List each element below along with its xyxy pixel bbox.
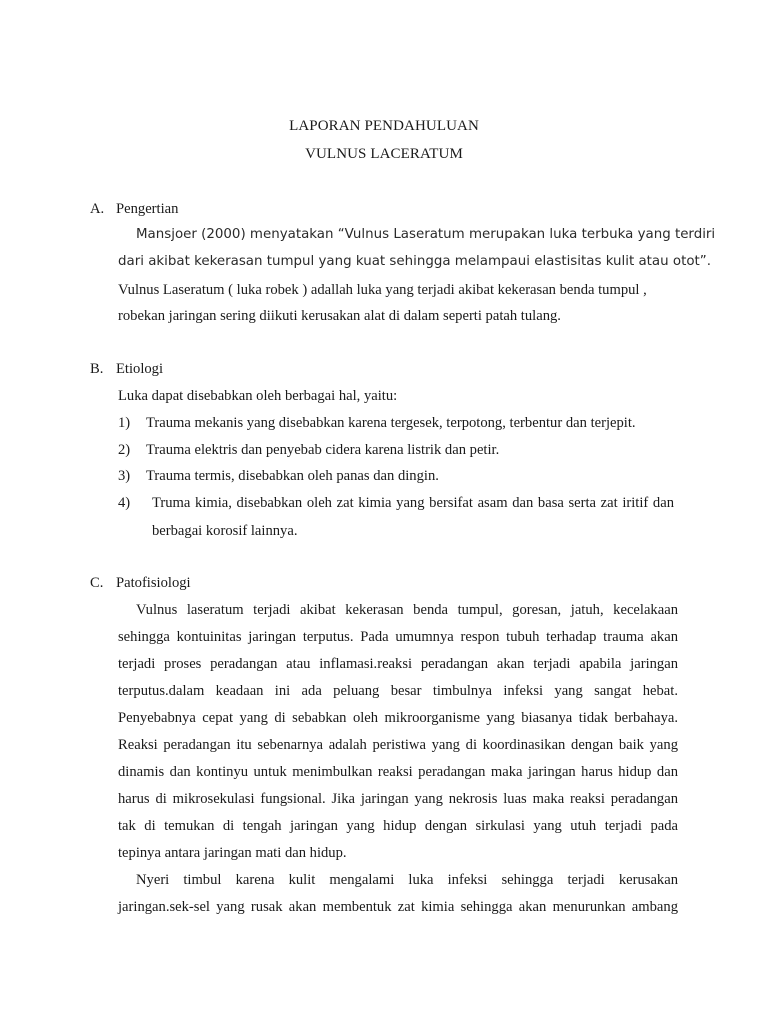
paragraph-line: Mansjoer (2000) menyatakan “Vulnus Laseratum merupakan luka terbuka yang terdiri (136, 227, 716, 242)
paragraph-line: sehingga kontuinitas jaringan terputus. Pada umumnya respon tubuh terhadap trauma akan (118, 629, 678, 645)
paragraph-line: dari akibat kekerasan tumpul yang kuat sehingga melampaui elastisitas kulit atau otot”. (118, 254, 711, 269)
section-c-letter: C. (90, 575, 104, 591)
list-item-text: Trauma mekanis yang disebabkan karena tergesek, terpotong, terbentur dan terjepit. (146, 415, 636, 431)
list-item-text: Trauma termis, disebabkan oleh panas dan dingin. (146, 468, 439, 484)
list-item-continuation: berbagai korosif lainnya. (152, 523, 298, 539)
section-a-title: Pengertian (116, 201, 179, 217)
list-item-number: 1) (118, 415, 131, 431)
paragraph-line: harus di mikrosekulasi fungsional. Jika jaringan yang nekrosis luas maka reaksi peradangan (118, 791, 678, 807)
paragraph-line: Vulnus laseratum terjadi akibat kekerasan benda tumpul, goresan, jatuh, kecelakaan (136, 602, 678, 618)
paragraph-line: tak di temukan di tengah jaringan yang hidup dengan sirkulasi yang utuh terjadi pada (118, 818, 678, 834)
list-item-number: 4) (118, 495, 131, 511)
section-b-letter: B. (90, 361, 104, 377)
list-item-number: 2) (118, 442, 131, 458)
list-item-text: Truma kimia, disebabkan oleh zat kimia yang bersifat asam dan basa serta zat iritif dan (152, 495, 674, 511)
section-b-intro: Luka dapat disebabkan oleh berbagai hal, yaitu: (118, 388, 398, 404)
paragraph-line: robekan jaringan sering diikuti kerusakan alat di dalam seperti patah tulang. (118, 308, 561, 324)
paragraph-line: Reaksi peradangan itu sebenarnya adalah peristiwa yang di koordinasikan dengan baik yang (118, 737, 678, 753)
list-item (118, 442, 499, 459)
paragraph-line: jaringan.sek-sel yang rusak akan membentuk zat kimia sehingga akan menurunkan ambang (118, 899, 678, 915)
section-c-title: Patofisiologi (116, 575, 191, 591)
paragraph-line: tepinya antara jaringan mati dan hidup. (118, 845, 347, 861)
section-a-letter: A. (90, 201, 105, 217)
paragraph-line: terjadi proses peradangan atau inflamasi.reaksi peradangan akan terjadi apabila jaringan (118, 656, 678, 672)
list-item-number: 3) (118, 468, 131, 484)
section-c-heading (90, 575, 191, 592)
paragraph-line: dinamis dan kontinyu untuk menimbulkan reaksi peradangan maka jaringan harus hidup dan (118, 764, 678, 780)
section-a-heading (90, 201, 178, 218)
section-b-title: Etiologi (116, 361, 164, 377)
list-item (118, 415, 636, 432)
document-title-line-1: LAPORAN PENDAHULUAN (289, 118, 479, 134)
document-title-line-2: VULNUS LACERATUM (305, 146, 463, 162)
section-b-heading (90, 361, 163, 378)
paragraph-line: terputus.dalam keadaan ini ada peluang besar timbulnya infeksi yang sangat hebat. (118, 683, 678, 699)
paragraph-line: Nyeri timbul karena kulit mengalami luka infeksi sehingga terjadi kerusakan (136, 872, 678, 888)
paragraph-line: Penyebabnya cepat yang di sebabkan oleh mikroorganisme yang biasanya tidak berbahaya. (118, 710, 678, 726)
list-item (118, 468, 439, 485)
list-item (118, 495, 674, 512)
paragraph-line: Vulnus Laseratum ( luka robek ) adallah luka yang terjadi akibat kekerasan benda tumpul , (118, 282, 647, 298)
list-item-text: Trauma elektris dan penyebab cidera karena listrik dan petir. (146, 442, 500, 458)
